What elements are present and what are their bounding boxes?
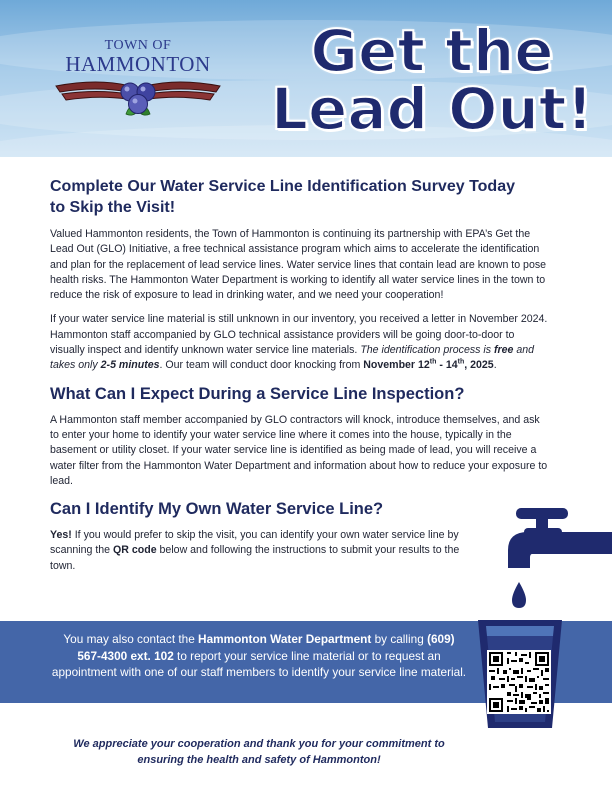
closing-line-1: We appreciate your cooperation and thank you for your commitment to [73, 738, 445, 750]
survey-heading-line-1: Complete Our Water Service Line Identification Survey Today [50, 178, 515, 195]
identify-text-b: below and following the instructions to submit your results to the town. [50, 544, 460, 572]
period: . [493, 359, 497, 372]
inspection-heading: What Can I Expect During a Service Line Inspection? [50, 384, 465, 403]
qr-code-icon[interactable] [487, 650, 551, 714]
free-process-text: The identification process is [360, 344, 494, 357]
door-knocking-text: If your water service line material is still unknown in our inventory, you received a letter in November 2024. Hammonton staff accompanied by GLO technical assistance providers will be going door-to-door to visually inspect and identify unknown water service line materials. [50, 313, 548, 357]
header-banner [0, 0, 612, 157]
headline-line-1: Get the [310, 17, 554, 85]
town-logo [48, 38, 228, 128]
date-start-suffix: th [429, 358, 437, 366]
contact-text-a: You may also contact the [63, 632, 199, 646]
identify-text-a: If you would prefer to skip the visit, you can identify your own water service line by scanning the [50, 529, 459, 557]
main-content [50, 176, 550, 574]
intro-paragraph: Valued Hammonton residents, the Town of Hammonton is continuing its partnership with EPA’s Get the Lead Out (GLO) Initiative, a free technical assistance program which aims to accelerate the identification and plan for the replacement of lead service lines. Water service lines that contain lead are known to pose health risks. The Hammonton Water Department is working to identify all water service lines in the town to reduce the risk of exposure to lead in drinking water, and we need your cooperation! [50, 228, 547, 302]
headline [262, 17, 602, 143]
logo-name-text: HAMMONTON [65, 52, 211, 76]
contact-text [50, 631, 468, 681]
phone-number: (609) 567-4300 ext. 102 [77, 632, 455, 663]
free-emphasis: free [493, 344, 514, 357]
date-start: November 12 [363, 359, 430, 372]
door-knocking-paragraph [50, 312, 550, 373]
identify-paragraph [50, 528, 470, 574]
yes-emphasis: Yes! [50, 529, 72, 542]
knocking-dates [363, 359, 493, 371]
inspection-paragraph: A Hammonton staff member accompanied by GLO contractors will knock, introduce themselves, and ask to enter your home to identify your water service line where it comes into the house, typically in the basement or utility closet. If your water service line is identified as being made of lead, you will receive a water filter from the Hammonton Water Department and information about how to reduce your exposure to lead. [50, 413, 548, 487]
contact-text-b: by calling [371, 632, 428, 646]
takes-only-text: and takes only [50, 344, 535, 372]
water-department-name: Hammonton Water Department [198, 632, 372, 646]
closing-message [50, 737, 468, 768]
date-end: - 14 [436, 359, 458, 372]
survey-heading [50, 176, 550, 218]
closing-line-2: ensuring the health and safety of Hammonton! [137, 753, 381, 766]
identify-heading: Can I Identify My Own Water Service Line? [50, 500, 384, 519]
minutes-emphasis: 2-5 minutes [100, 359, 160, 372]
survey-heading-line-2: to Skip the Visit! [50, 199, 176, 216]
qr-code-emphasis: QR code [113, 544, 157, 557]
headline-line-2: Lead Out! [271, 75, 593, 143]
contact-text-c: to report your service line material or to request an appointment with one of our staff members to identify your service line material. [51, 648, 467, 679]
date-year: , 2025 [464, 359, 494, 372]
logo-town-text: TOWN OF [104, 38, 172, 53]
date-end-suffix: th [457, 358, 465, 366]
team-text: . Our team will conduct door knocking from [159, 359, 364, 372]
blueberry-logo-icon [48, 72, 228, 128]
